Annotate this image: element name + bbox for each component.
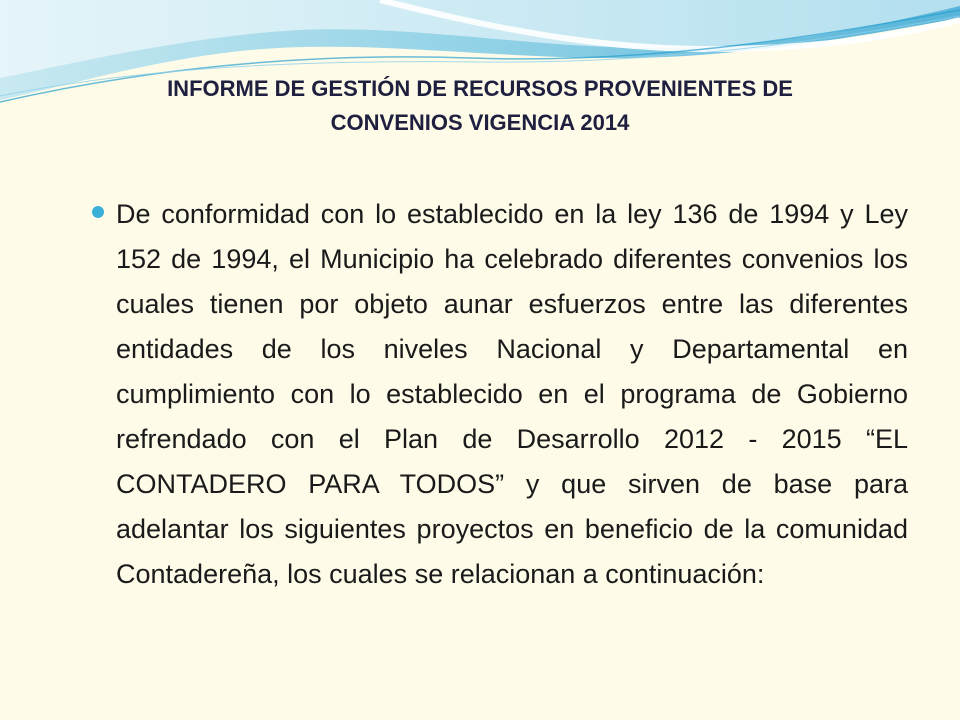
bullet-dot-icon: [92, 206, 104, 218]
slide-content: [88, 192, 908, 597]
bullet-item: [88, 192, 908, 597]
bullet-text: De conformidad con lo establecido en la ley 136 de 1994 y Ley 152 de 1994, el Municipio ha celebrado diferentes convenios los cuales tienen por objeto aunar esfuerzos entre las diferentes entidades de los niveles Nacional y Departamental en cumplimiento con lo establecido en el programa de Gobierno refrendado con el Plan de Desarrollo 2012 - 2015 “EL CONTADERO PARA TODOS” y que sirven de base para adelantar los siguientes proyectos en beneficio de la comunidad Contadereña, los cuales se relacionan a continuación:: [116, 199, 908, 589]
slide-title: [60, 72, 900, 140]
slide-title-line-1: INFORME DE GESTIÓN DE RECURSOS PROVENIENTES DE: [167, 76, 793, 101]
slide-title-line-2: CONVENIOS VIGENCIA 2014: [330, 110, 630, 135]
